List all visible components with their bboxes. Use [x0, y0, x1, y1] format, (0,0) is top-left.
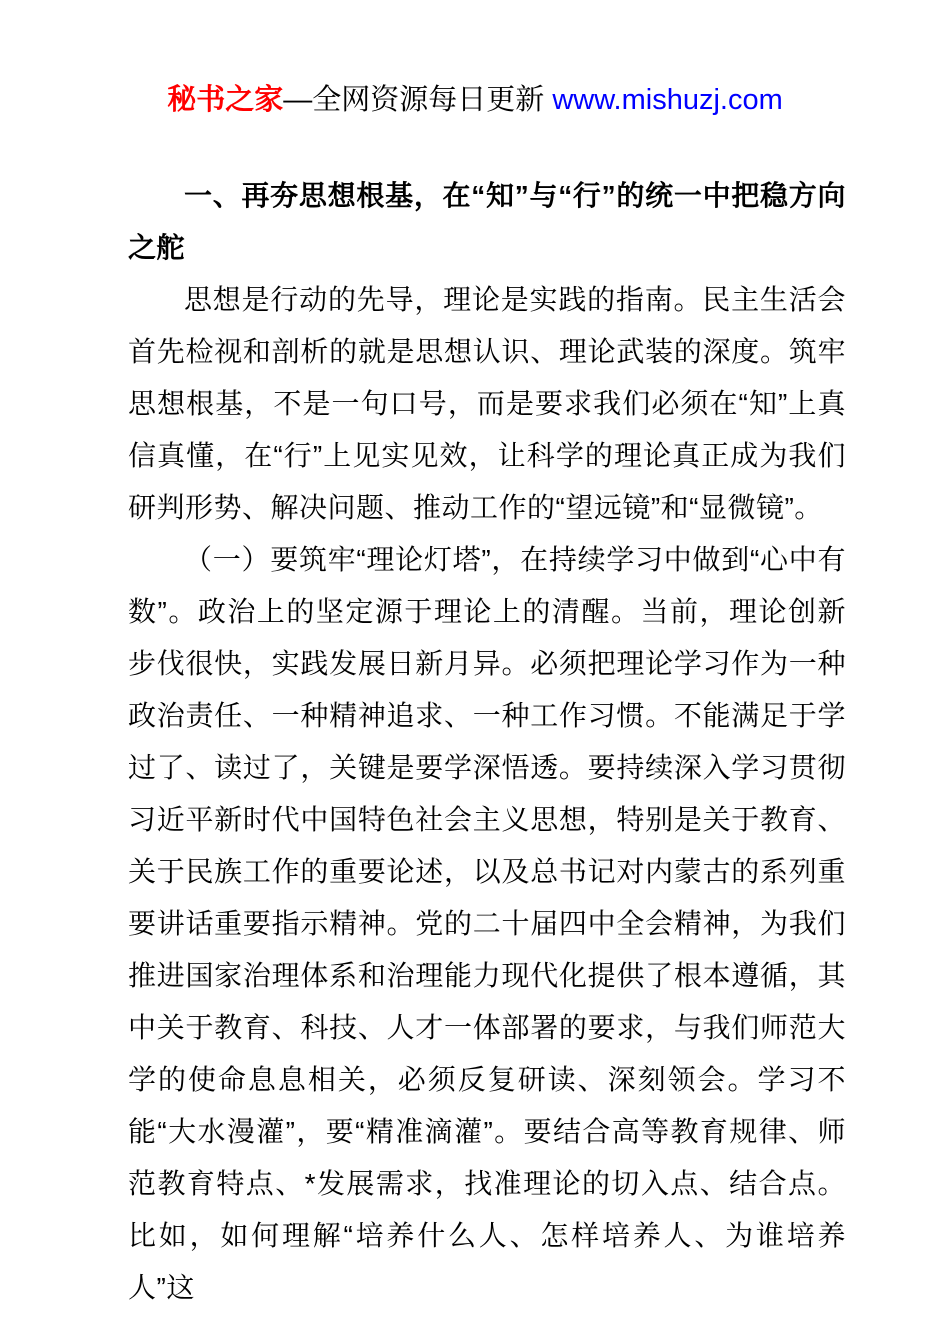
site-header-tagline: —全网资源每日更新 [283, 84, 553, 116]
paragraph-2: （一）要筑牢“理论灯塔”，在持续学习中做到“心中有数”。政治上的坚定源于理论上的清醒。当前，理论创新步伐很快，实践发展日新月异。必须把理论学习作为一种政治责任、一种精神追求、一种工作习惯。不能满足于学过了、读过了，关键是要学深悟透。要持续深入学习贯彻习近平新时代中国特色社会主义思想，特别是关于教育、关于民族工作的重要论述，以及总书记对内蒙古的系列重要讲话重要指示精神。党的二十届四中全会精神，为我们推进国家治理体系和治理能力现代化提供了根本遵循，其中关于教育、科技、人才一体部署的要求，与我们师范大学的使命息息相关，必须反复研读、深刻领会。学习不能“大水漫灌”，要“精准滴灌”。要结合高等教育规律、师范教育特点、*发展需求，找准理论的切入点、结合点。比如，如何理解“培养什么人、怎样培养人、为谁培养人”这 [128, 544, 846, 1303]
section-heading: 一、再夯思想根基，在“知”与“行”的统一中把稳方向之舵 [128, 180, 846, 263]
site-brand-text: 秘书之家 [167, 84, 284, 116]
document-body [0, 170, 950, 1314]
site-url-link[interactable]: www.mishuzj.com [552, 84, 783, 116]
paragraph-1: 思想是行动的先导，理论是实践的指南。民主生活会首先检视和剖析的就是思想认识、理论武装的深度。筑牢思想根基，不是一句口号，而是要求我们必须在“知”上真信真懂，在“行”上见实见效，让科学的理论真正成为我们研判形势、解决问题、推动工作的“望远镜”和“显微镜”。 [128, 284, 846, 523]
site-header [0, 0, 950, 118]
